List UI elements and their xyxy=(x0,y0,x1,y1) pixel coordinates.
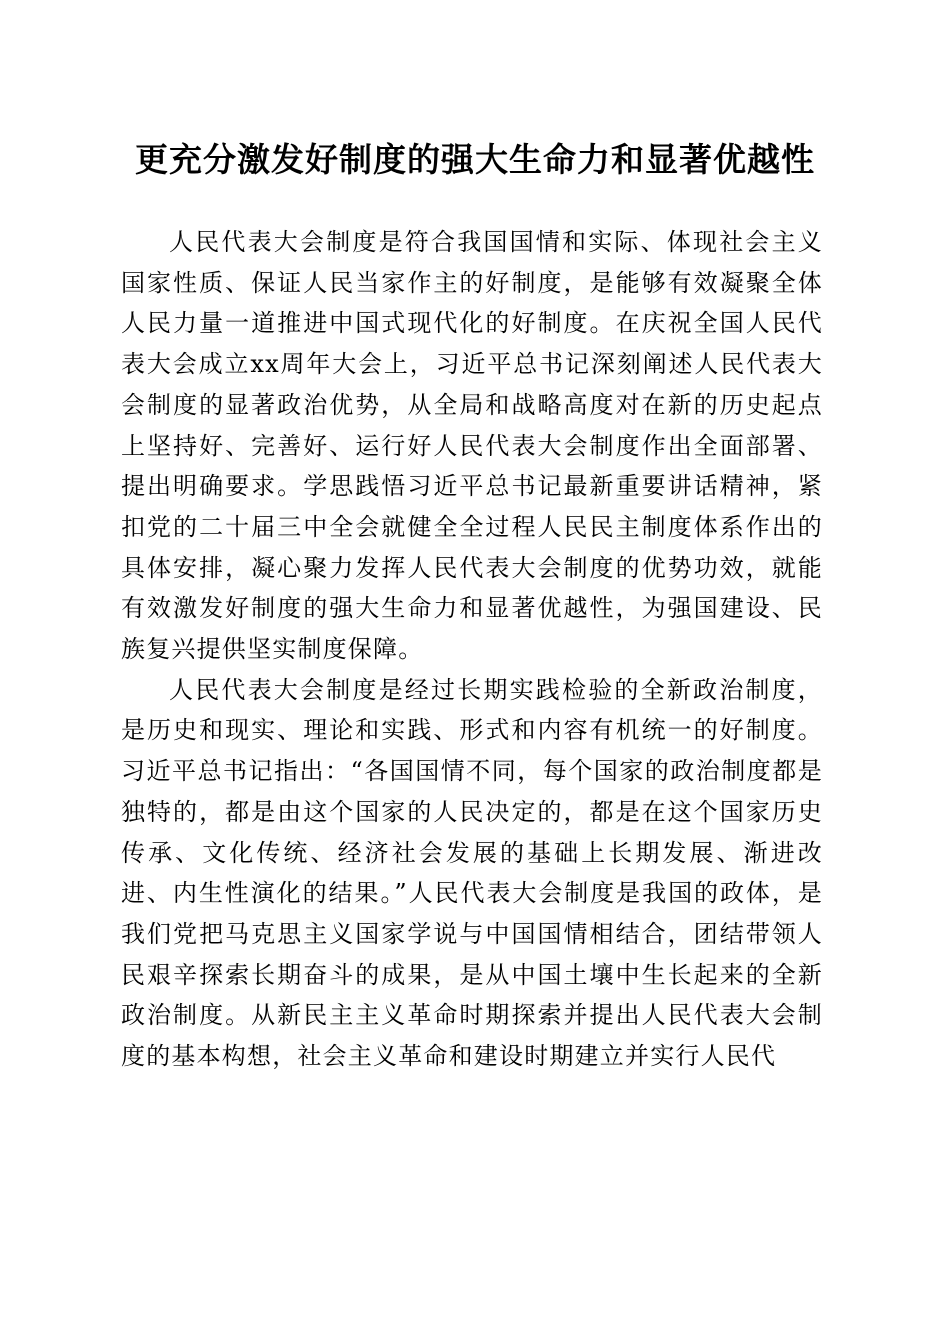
document-body xyxy=(121,222,823,1077)
paragraph-2: 人民代表大会制度是经过长期实践检验的全新政治制度，是历史和现实、理论和实践、形式和内容有机统一的好制度。习近平总书记指出：“各国国情不同，每个国家的政治制度都是独特的，都是由这个国家的人民决定的，都是在这个国家历史传承、文化传统、经济社会发展的基础上长期发展、渐进改进、内生性演化的结果。”人民代表大会制度是我国的政体，是我们党把马克思主义国家学说与中国国情相结合，团结带领人民艰辛探索长期奋斗的成果，是从中国土壤中生长起来的全新政治制度。从新民主主义革命时期探索并提出人民代表大会制度的基本构想，社会主义革命和建设时期建立并实行人民代 xyxy=(121,675,823,1071)
paragraph-1: 人民代表大会制度是符合我国国情和实际、体现社会主义国家性质、保证人民当家作主的好制度，是能够有效凝聚全体人民力量一道推进中国式现代化的好制度。在庆祝全国人民代表大会成立xx周年大会上，习近平总书记深刻阐述人民代表大会制度的显著政治优势，从全局和战略高度对在新的历史起点上坚持好、完善好、运行好人民代表大会制度作出全面部署、提出明确要求。学思践悟习近平总书记最新重要讲话精神，紧扣党的二十届三中全会就健全全过程人民民主制度体系作出的具体安排，凝心聚力发挥人民代表大会制度的优势功效，就能有效激发好制度的强大生命力和显著优越性，为强国建设、民族复兴提供坚实制度保障。 xyxy=(121,228,823,664)
document-title: 更充分激发好制度的强大生命力和显著优越性 xyxy=(135,140,815,179)
